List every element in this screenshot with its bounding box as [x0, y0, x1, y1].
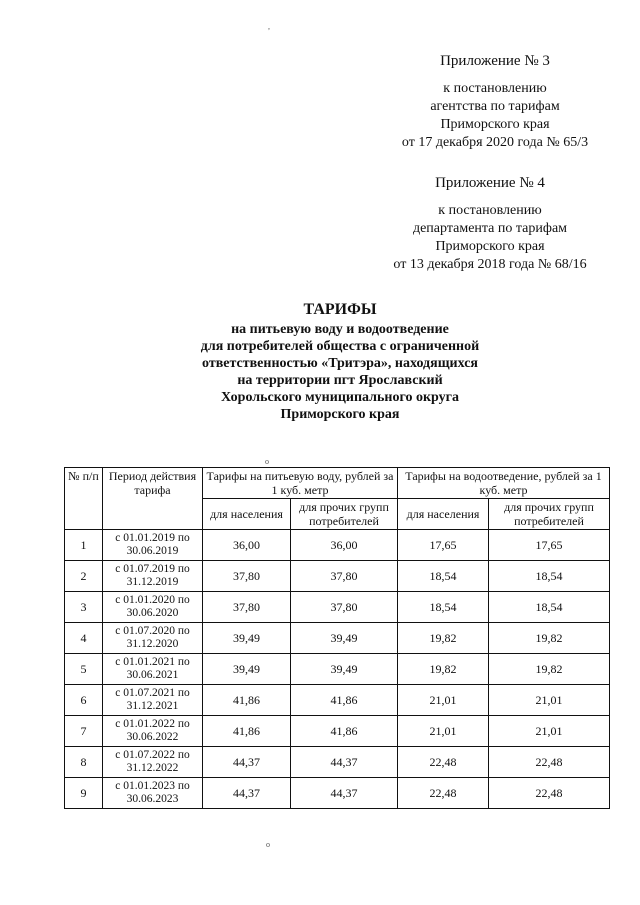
row-water-other: 41,86 — [291, 685, 398, 716]
row-drain-population: 22,48 — [398, 747, 489, 778]
row-drain-other: 22,48 — [489, 747, 610, 778]
row-drain-other: 22,48 — [489, 778, 610, 809]
row-water-population: 37,80 — [203, 592, 291, 623]
appendix-4-line: департамента по тарифам — [412, 221, 568, 236]
header-drain-population: для населения — [398, 499, 489, 530]
appendix-4-line: к постановлению — [438, 203, 542, 218]
document-title — [120, 300, 560, 423]
appendix-4-line: Приморского края — [435, 239, 545, 254]
tariffs-table — [64, 467, 610, 809]
row-water-other: 37,80 — [291, 561, 398, 592]
header-drain: Тарифы на водоотведение, рублей за 1 куб. метр — [398, 468, 610, 499]
table-row — [65, 778, 610, 809]
header-num: № п/п — [65, 468, 103, 530]
row-water-population: 41,86 — [203, 685, 291, 716]
row-period: с 01.01.2020 по 30.06.2020 — [103, 592, 203, 623]
appendix-4-block — [380, 174, 600, 274]
title-line: на питьевую воду и водоотведение — [231, 322, 449, 337]
row-water-population: 39,49 — [203, 623, 291, 654]
row-drain-other: 21,01 — [489, 685, 610, 716]
title-line: на территории пгт Ярославский — [237, 373, 443, 388]
table-row — [65, 716, 610, 747]
row-num: 7 — [65, 716, 103, 747]
row-drain-population: 18,54 — [398, 561, 489, 592]
row-water-other: 44,37 — [291, 747, 398, 778]
table-row — [65, 561, 610, 592]
row-drain-population: 19,82 — [398, 623, 489, 654]
row-num: 9 — [65, 778, 103, 809]
row-drain-population: 21,01 — [398, 685, 489, 716]
row-drain-other: 19,82 — [489, 654, 610, 685]
row-water-population: 41,86 — [203, 716, 291, 747]
row-water-population: 39,49 — [203, 654, 291, 685]
row-period: с 01.07.2022 по 31.12.2022 — [103, 747, 203, 778]
appendix-3-line: агентства по тарифам — [430, 99, 560, 114]
table-row — [65, 623, 610, 654]
row-period: с 01.07.2020 по 31.12.2020 — [103, 623, 203, 654]
row-drain-population: 21,01 — [398, 716, 489, 747]
row-drain-population: 22,48 — [398, 778, 489, 809]
row-period: с 01.01.2019 по 30.06.2019 — [103, 530, 203, 561]
row-period: с 01.07.2021 по 31.12.2021 — [103, 685, 203, 716]
header-drain-other: для прочих групп потребителей — [489, 499, 610, 530]
appendix-3-line: от 17 декабря 2020 года № 65/3 — [401, 135, 589, 150]
row-water-other: 39,49 — [291, 654, 398, 685]
row-water-other: 36,00 — [291, 530, 398, 561]
row-period: с 01.07.2019 по 31.12.2019 — [103, 561, 203, 592]
appendix-3-line: к постановлению — [443, 81, 547, 96]
row-water-other: 41,86 — [291, 716, 398, 747]
title-line: ответственностью «Тритэра», находящихся — [202, 356, 478, 371]
row-drain-population: 19,82 — [398, 654, 489, 685]
appendix-3-heading: Приложение № 3 — [440, 53, 550, 69]
header-water: Тарифы на питьевую воду, рублей за 1 куб. метр — [203, 468, 398, 499]
title-line: Хорольского муниципального округа — [221, 390, 459, 405]
row-period: с 01.01.2021 по 30.06.2021 — [103, 654, 203, 685]
row-drain-other: 19,82 — [489, 623, 610, 654]
row-drain-population: 17,65 — [398, 530, 489, 561]
scan-speck: o — [266, 840, 270, 849]
table-row — [65, 685, 610, 716]
row-water-population: 44,37 — [203, 778, 291, 809]
row-num: 8 — [65, 747, 103, 778]
row-drain-other: 21,01 — [489, 716, 610, 747]
row-water-population: 36,00 — [203, 530, 291, 561]
row-water-other: 39,49 — [291, 623, 398, 654]
table-row — [65, 530, 610, 561]
title-main: ТАРИФЫ — [303, 301, 377, 318]
row-drain-other: 18,54 — [489, 561, 610, 592]
row-drain-population: 18,54 — [398, 592, 489, 623]
row-period: с 01.01.2023 по 30.06.2023 — [103, 778, 203, 809]
row-num: 2 — [65, 561, 103, 592]
appendix-4-line: от 13 декабря 2018 года № 68/16 — [393, 257, 587, 272]
row-water-population: 37,80 — [203, 561, 291, 592]
row-water-other: 44,37 — [291, 778, 398, 809]
header-period: Период действия тарифа — [103, 468, 203, 530]
appendix-3-block — [390, 52, 600, 152]
row-num: 3 — [65, 592, 103, 623]
table-row — [65, 747, 610, 778]
appendix-4-heading: Приложение № 4 — [435, 175, 545, 191]
table-row — [65, 592, 610, 623]
row-period: с 01.01.2022 по 30.06.2022 — [103, 716, 203, 747]
scan-speck: o — [265, 457, 269, 466]
row-num: 6 — [65, 685, 103, 716]
row-num: 5 — [65, 654, 103, 685]
row-water-population: 44,37 — [203, 747, 291, 778]
row-drain-other: 17,65 — [489, 530, 610, 561]
table-row — [65, 654, 610, 685]
title-line: Приморского края — [280, 407, 400, 422]
row-num: 1 — [65, 530, 103, 561]
header-water-population: для населения — [203, 499, 291, 530]
row-num: 4 — [65, 623, 103, 654]
row-water-other: 37,80 — [291, 592, 398, 623]
header-water-other: для прочих групп потребителей — [291, 499, 398, 530]
appendix-3-line: Приморского края — [440, 117, 550, 132]
scan-speck: , — [268, 22, 270, 31]
title-line: для потребителей общества с ограниченной — [200, 339, 480, 354]
row-drain-other: 18,54 — [489, 592, 610, 623]
